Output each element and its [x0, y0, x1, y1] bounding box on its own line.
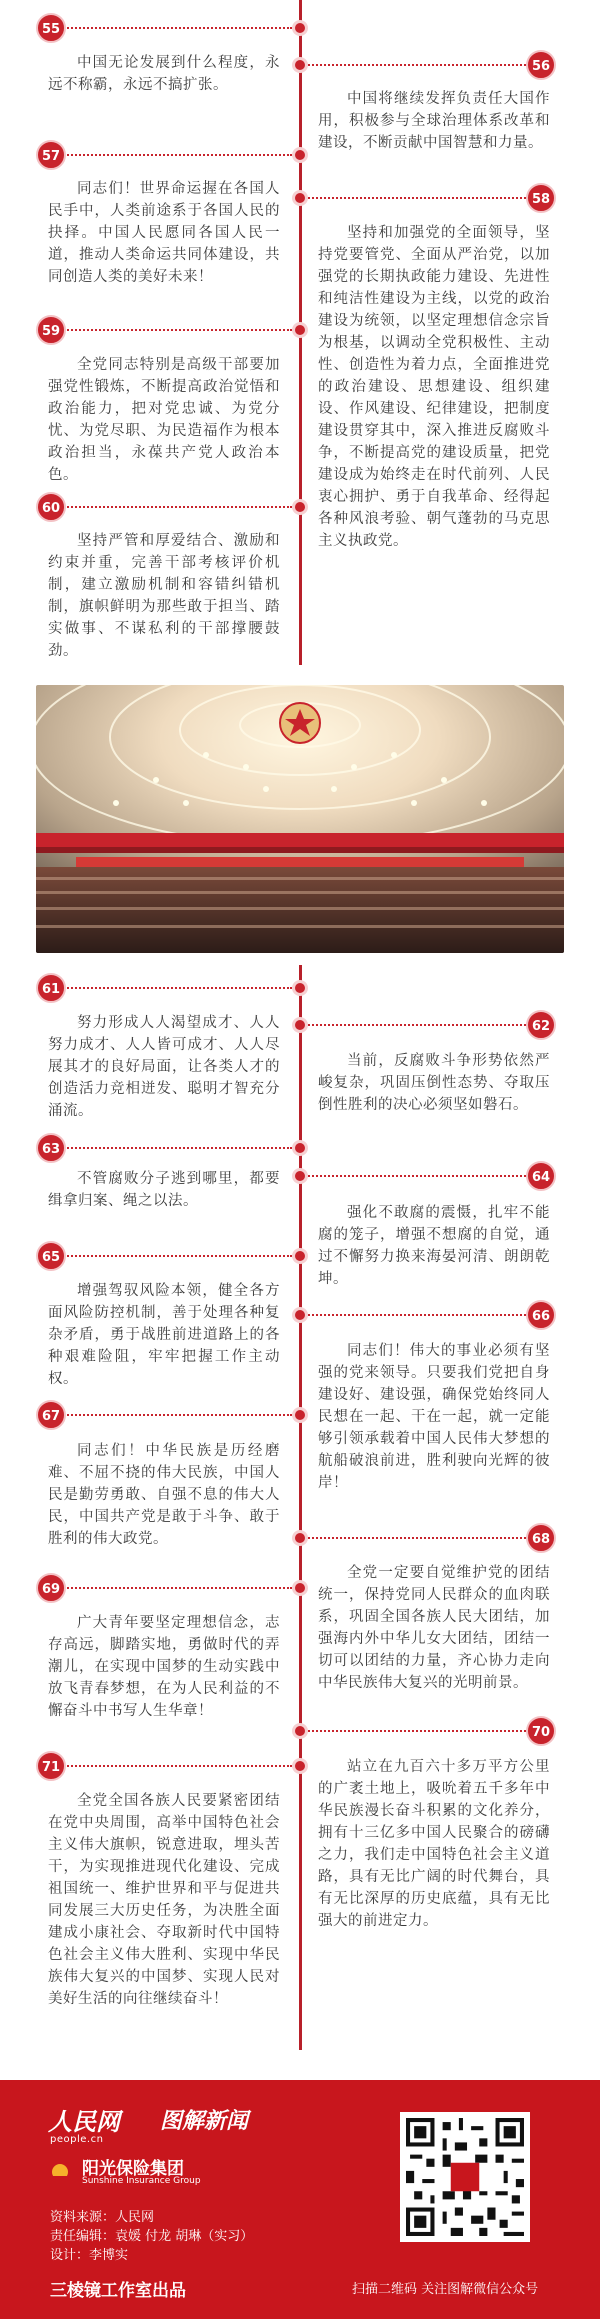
connector-line: [52, 1587, 292, 1589]
item-number-badge: 55: [36, 13, 66, 43]
timeline-node: [292, 1530, 308, 1546]
item-number-badge: 66: [526, 1300, 556, 1330]
source-text: 资料来源：人民网: [50, 2210, 155, 2225]
connector-line: [52, 154, 292, 156]
connector-line: [308, 1730, 530, 1732]
connector-line: [52, 1765, 292, 1767]
timeline-node: [292, 499, 308, 515]
item-number-badge: 59: [36, 315, 66, 345]
timeline-node: [292, 190, 308, 206]
item-number-badge: 65: [36, 1241, 66, 1271]
item-text: 广大青年要坚定理想信念，志存高远，脚踏实地，勇做时代的弄潮儿，在实现中国梦的生动实践中放飞青春梦想，在为人民利益的不懈奋斗中书写人生华章！: [48, 1615, 280, 1719]
item-text: 中国将继续发挥负责任大国作用，积极参与全球治理体系改革和建设，不断贡献中国智慧和力量。: [318, 91, 550, 151]
studio-credit: 三棱镜工作室出品: [50, 2281, 186, 2301]
people-daily-domain: people.cn: [50, 2134, 104, 2145]
connector-line: [308, 64, 530, 66]
tujie-news-logo[interactable]: 图解新闻: [160, 2109, 249, 2134]
item-number-badge: 58: [526, 183, 556, 213]
connector-line: [52, 1255, 292, 1257]
item-text: 同志们！中华民族是历经磨难、不屈不挠的伟大民族，中国人民是勤劳勇敢、自强不息的伟大人民，中国共产党是敢于斗争、敢于胜利的伟大政党。: [48, 1443, 280, 1547]
item-text: 同志们！伟大的事业必须有坚强的党来领导。只要我们党把自身建设好、建设强，确保党始终同人民想在一起、干在一起，就一定能够引领承载着中国人民伟大梦想的航船破浪前进，胜利驶向光辉的彼岸！: [318, 1343, 550, 1491]
timeline-node: [292, 1580, 308, 1596]
timeline-node: [292, 1248, 308, 1264]
timeline-line-bottom: [299, 965, 302, 2050]
credits: [50, 2208, 253, 2265]
sunshine-insurance-logo[interactable]: 阳光保险集团: [82, 2159, 184, 2179]
item-text: 中国无论发展到什么程度，永远不称霸，永远不搞扩张。: [48, 55, 280, 93]
connector-line: [308, 1314, 530, 1316]
connector-line: [308, 197, 530, 199]
timeline-node: [292, 980, 308, 996]
qr-code-icon: [406, 2118, 524, 2236]
item-number-badge: 60: [36, 492, 66, 522]
qr-code[interactable]: [400, 2112, 530, 2242]
item-text: 全党一定要自觉维护党的团结统一，保持党同人民群众的血肉联系，巩固全国各族人民大团结，加强海内外中华儿女大团结，团结一切可以团结的力量，齐心协力走向中华民族伟大复兴的光明前景。: [318, 1565, 550, 1691]
item-number-badge: 68: [526, 1523, 556, 1553]
timeline-node: [292, 1407, 308, 1423]
item-number-badge: 63: [36, 1133, 66, 1163]
sunshine-logo-icon: [46, 2156, 74, 2184]
item-text: 强化不敢腐的震慑，扎牢不能腐的笼子，增强不想腐的自觉，通过不懈努力换来海晏河清、朗朗乾坤。: [318, 1205, 550, 1287]
timeline-node: [292, 57, 308, 73]
sunshine-insurance-logo-en: Sunshine Insurance Group: [82, 2176, 201, 2186]
timeline-node: [292, 1723, 308, 1739]
connector-line: [308, 1024, 530, 1026]
item-number-badge: 70: [526, 1716, 556, 1746]
item-number-badge: 67: [36, 1400, 66, 1430]
congress-hall-photo: [36, 685, 564, 953]
editors-text: 责任编辑：袁媛 付龙 胡琳（实习）: [50, 2229, 254, 2244]
timeline-node: [292, 1307, 308, 1323]
connector-line: [52, 506, 292, 508]
connector-line: [52, 1147, 292, 1149]
connector-line: [52, 329, 292, 331]
connector-line: [52, 1414, 292, 1416]
item-number-badge: 64: [526, 1161, 556, 1191]
connector-line: [52, 27, 292, 29]
timeline-node: [292, 1140, 308, 1156]
item-text: 站立在九百六十多万平方公里的广袤土地上，吸吮着五千多年中华民族漫长奋斗积累的文化养分，拥有十三亿多中国人民聚合的磅礴之力，我们走中国特色社会主义道路，具有无比广阔的时代舞台，具有无比深厚的历史底蕴，具有无比强大的前进定力。: [318, 1759, 550, 1929]
connector-line: [52, 987, 292, 989]
item-number-badge: 71: [36, 1751, 66, 1781]
item-number-badge: 61: [36, 973, 66, 1003]
timeline-node: [292, 1758, 308, 1774]
timeline-node: [292, 147, 308, 163]
timeline-node: [292, 20, 308, 36]
item-text: 坚持和加强党的全面领导，坚持党要管党、全面从严治党，以加强党的长期执政能力建设、先进性和纯洁性建设为主线，以党的政治建设为统领，以坚定理想信念宗旨为根基，以调动全党积极性、主动性、创造性为着力点，全面推进党的政治建设、思想建设、组织建设、作风建设、纪律建设，把制度建设贯穿其中，深入推进反腐败斗争，不断提高党的建设质量，把党建设成为始终走在时代前列、人民衷心拥护、勇于自我革命、经得起各种风浪考验、朝气蓬勃的马克思主义执政党。: [318, 225, 550, 549]
timeline-node: [292, 1168, 308, 1184]
item-text: 当前，反腐败斗争形势依然严峻复杂，巩固压倒性态势、夺取压倒性胜利的决心必须坚如磐石。: [318, 1053, 550, 1113]
connector-line: [308, 1537, 530, 1539]
connector-line: [308, 1175, 530, 1177]
item-text: 全党同志特别是高级干部要加强党性锻炼，不断提高政治觉悟和政治能力，把对党忠诚、为党分忧、为党尽职、为民造福作为根本政治担当，永葆共产党人政治本色。: [48, 357, 280, 483]
item-text: 努力形成人人渴望成才、人人努力成才、人人皆可成才、人人尽展其才的良好局面，让各类人才的创造活力竞相迸发、聪明才智充分涌流。: [48, 1015, 280, 1119]
item-number-badge: 62: [526, 1010, 556, 1040]
qr-caption: 扫描二维码 关注图解微信公众号: [352, 2282, 539, 2297]
timeline-node: [292, 322, 308, 338]
footer: [0, 2080, 600, 2319]
design-text: 设计：李博实: [50, 2248, 129, 2263]
item-number-badge: 57: [36, 140, 66, 170]
item-number-badge: 56: [526, 50, 556, 80]
item-text: 不管腐败分子逃到哪里，都要缉拿归案、绳之以法。: [48, 1171, 280, 1209]
timeline-node: [292, 1017, 308, 1033]
people-daily-logo[interactable]: 人民网: [48, 2107, 120, 2136]
item-text: 增强驾驭风险本领，健全各方面风险防控机制，善于处理各种复杂矛盾，勇于战胜前进道路上的各种艰难险阻，牢牢把握工作主动权。: [48, 1283, 280, 1387]
item-number-badge: 69: [36, 1573, 66, 1603]
item-text: 同志们！世界命运握在各国人民手中，人类前途系于各国人民的抉择。中国人民愿同各国人民一道，推动人类命运共同体建设，共同创造人类的美好未来！: [48, 181, 280, 285]
item-text: 全党全国各族人民要紧密团结在党中央周围，高举中国特色社会主义伟大旗帜，锐意进取，埋头苦干，为实现推进现代化建设、完成祖国统一、维护世界和平与促进共同发展三大历史任务，为决胜全面建成小康社会、夺取新时代中国特色社会主义伟大胜利、实现中华民族伟大复兴的中国梦、实现人民对美好生活的向往继续奋斗！: [48, 1793, 280, 2007]
item-text: 坚持严管和厚爱结合、激励和约束并重，完善干部考核评价机制，建立激励机制和容错纠错机制，旗帜鲜明为那些敢于担当、踏实做事、不谋私利的干部撑腰鼓劲。: [48, 533, 280, 659]
